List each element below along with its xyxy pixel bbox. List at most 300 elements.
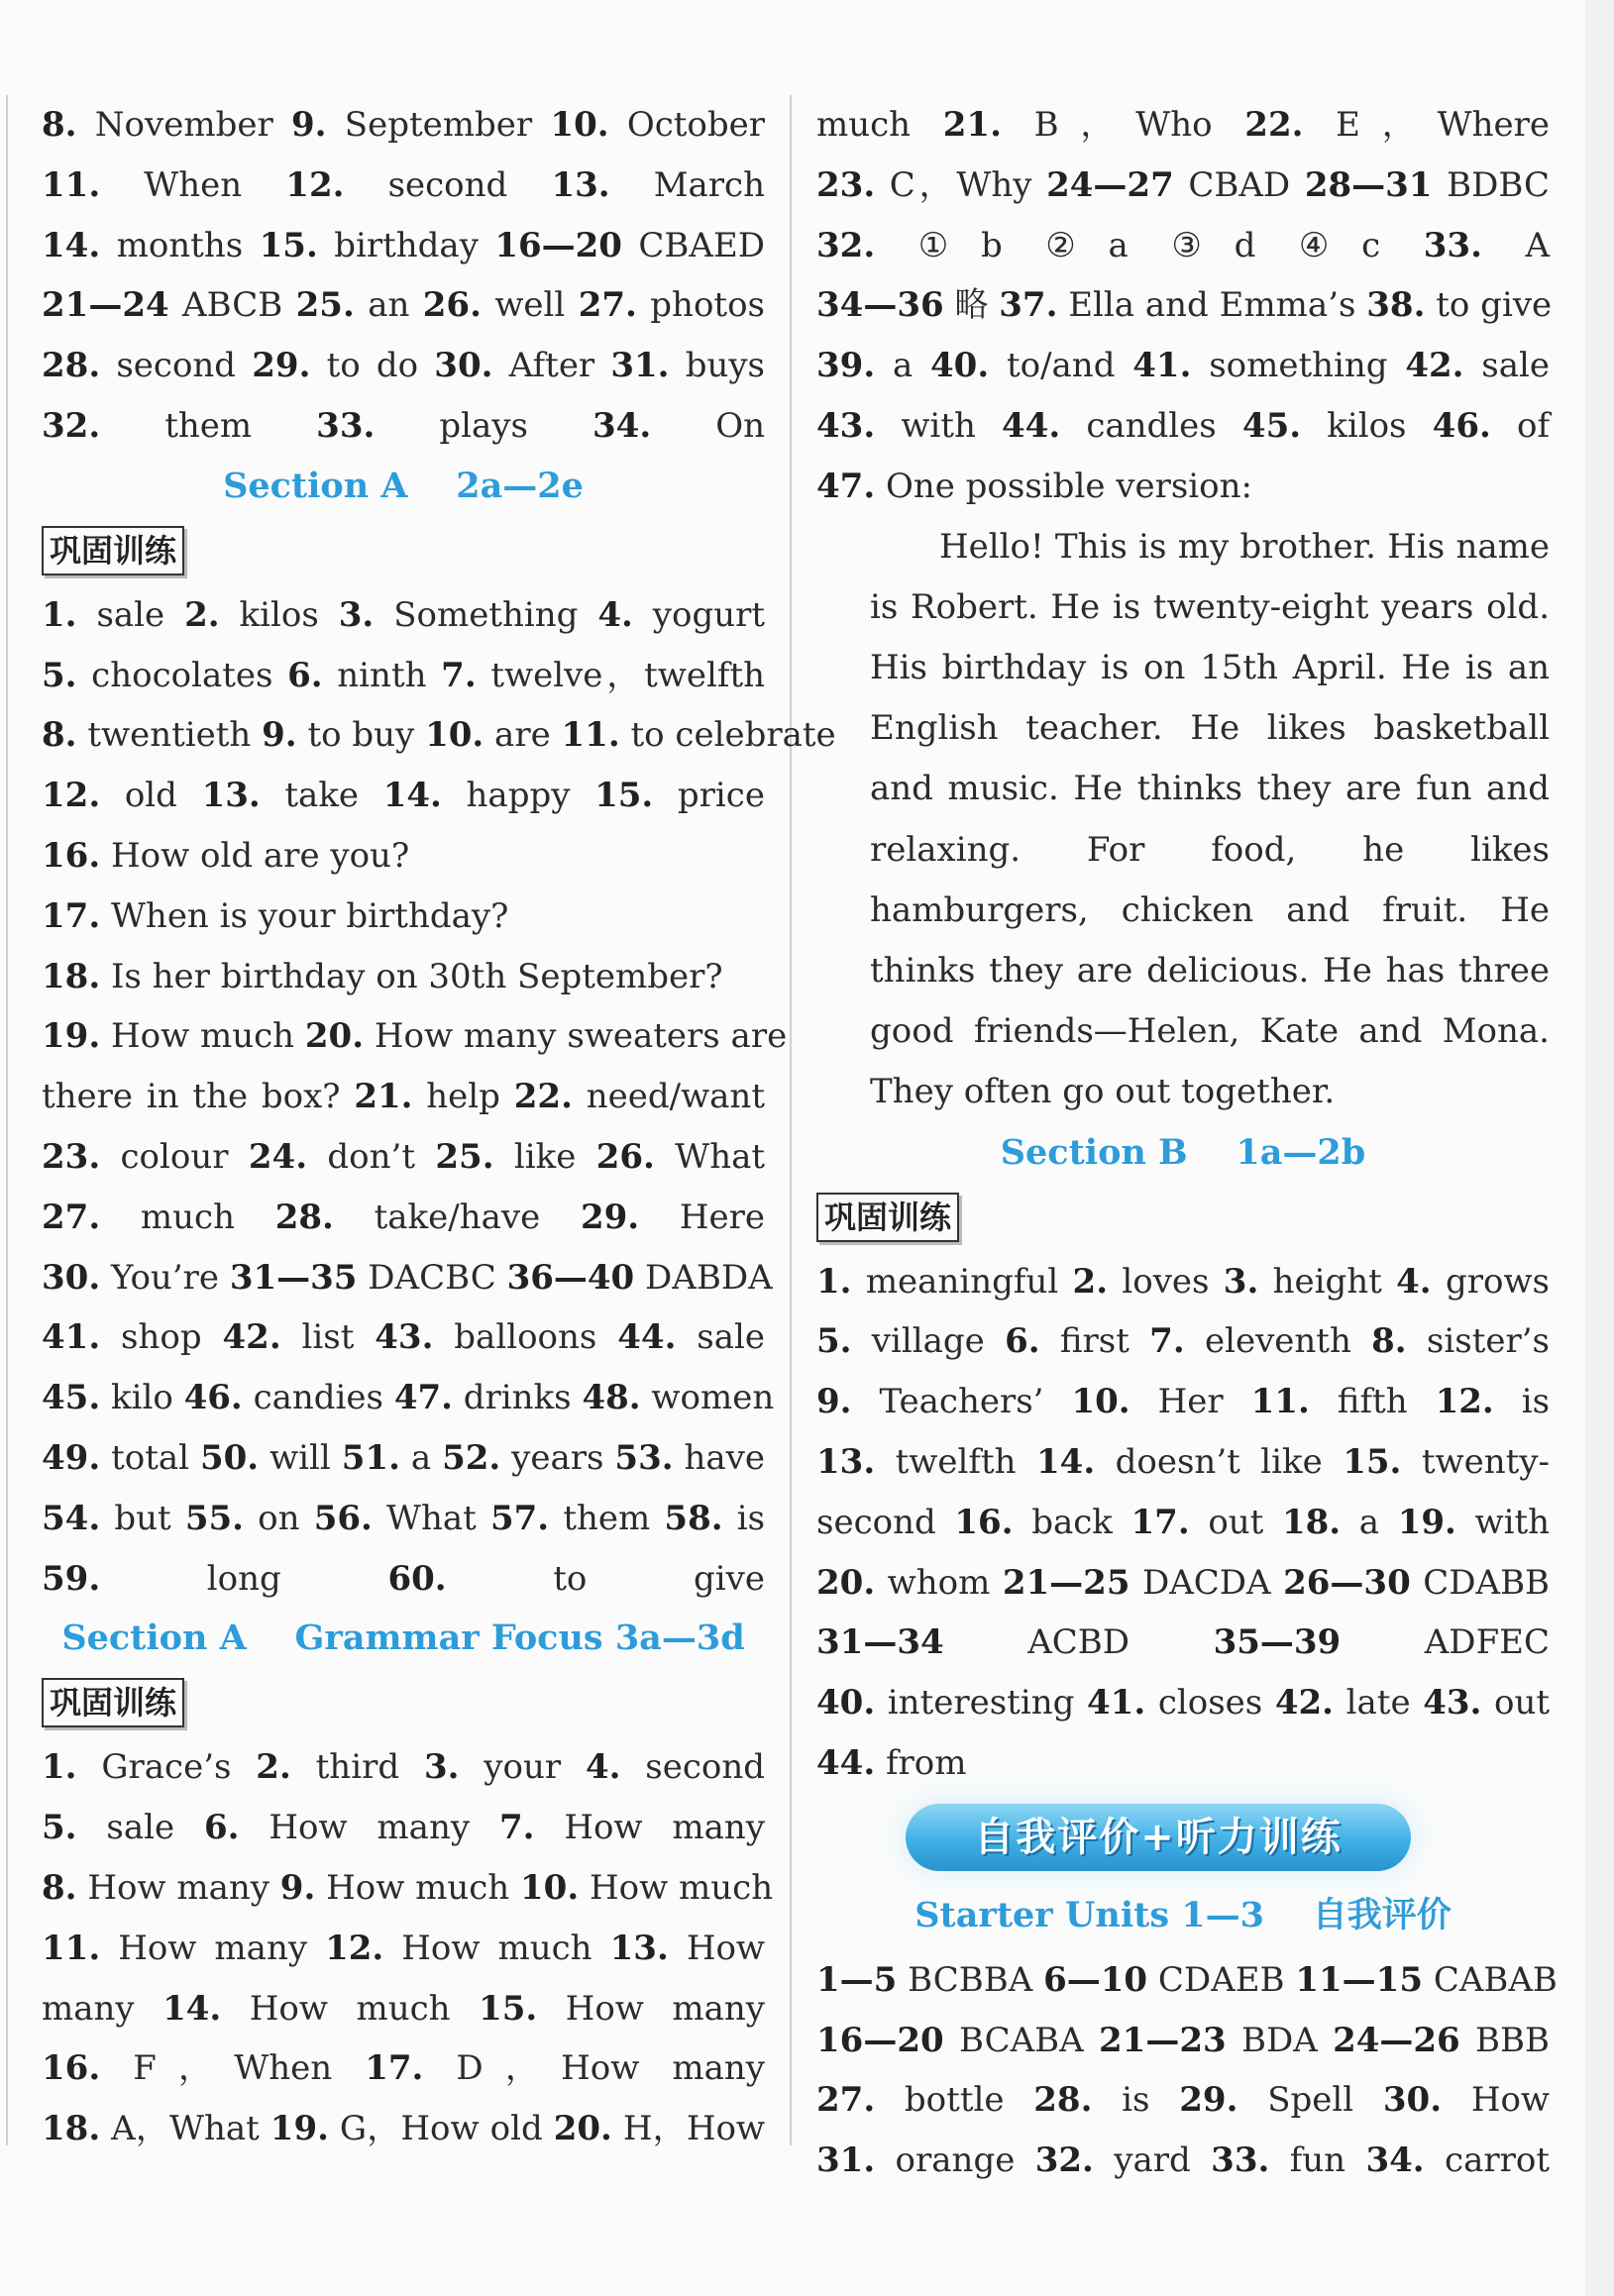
answer-text: to give xyxy=(1436,285,1553,326)
answer-text: How many xyxy=(564,1808,766,1848)
answer-text: list xyxy=(301,1317,355,1358)
answer-number: 11. xyxy=(42,164,101,205)
answer-text: many xyxy=(42,1988,135,2029)
answer-text: women xyxy=(651,1378,775,1418)
answer-text: to give xyxy=(553,1558,765,1599)
answer-text: of xyxy=(1516,405,1551,446)
section-heading-b-1a-2b xyxy=(816,1123,1550,1183)
answer-text: CDAEB xyxy=(1157,1959,1285,2000)
answer-line xyxy=(816,1432,1550,1493)
answer-number: 8. xyxy=(42,1867,77,1908)
answer-number: 16. xyxy=(954,1502,1014,1542)
answer-item xyxy=(1035,2140,1191,2180)
answer-line xyxy=(816,2070,1550,2131)
answer-text: On xyxy=(715,405,765,446)
answer-number: 40. xyxy=(816,1683,876,1723)
answer-text: September xyxy=(344,105,533,145)
answer-text: fun xyxy=(1289,2140,1346,2181)
answer-text: H，How xyxy=(622,2109,766,2149)
answer-item xyxy=(507,1258,773,1298)
answer-text: out xyxy=(1208,1502,1264,1542)
section-label: Section A xyxy=(61,1618,247,1659)
answer-number: 42. xyxy=(1274,1683,1335,1723)
answer-number: 7. xyxy=(1149,1321,1185,1362)
answer-item xyxy=(816,1622,1130,1662)
drill-label: 巩固训练 xyxy=(816,1193,959,1242)
answer-text: sale xyxy=(697,1317,765,1358)
answer-item xyxy=(424,1747,561,1787)
answer-text: ACBD xyxy=(1027,1622,1130,1663)
answer-line xyxy=(42,1549,765,1610)
answer-number: 41. xyxy=(42,1317,101,1358)
answer-number: 9. xyxy=(262,715,297,756)
answer-text: B，Who xyxy=(1033,105,1213,145)
answer-number: 2. xyxy=(256,1747,291,1788)
answer-number: 19. xyxy=(42,1016,101,1057)
answer-number: 9. xyxy=(279,1867,316,1908)
answer-line xyxy=(42,1428,765,1489)
answer-item xyxy=(816,1382,1043,1421)
answer-line xyxy=(816,1252,1550,1312)
answer-item xyxy=(42,285,282,325)
answer-item xyxy=(816,1960,1032,2000)
answer-number: 32. xyxy=(42,405,101,446)
answer-number: 4. xyxy=(597,594,633,635)
answer-number: 31. xyxy=(610,346,670,386)
answer-number: 23. xyxy=(42,1136,101,1177)
answer-line xyxy=(816,1673,1550,1733)
answer-number: 43. xyxy=(375,1317,434,1358)
answer-text: What xyxy=(675,1136,766,1177)
answer-item xyxy=(394,1378,572,1417)
answer-text: a xyxy=(1358,1502,1380,1542)
answer-number: 18. xyxy=(42,2109,101,2149)
answer-text: How many xyxy=(269,1808,471,1848)
answer-line xyxy=(42,1979,765,2039)
answer-text: kilos xyxy=(239,594,319,635)
answer-number: 29. xyxy=(1179,2080,1238,2121)
answer-item xyxy=(816,1683,1074,1722)
answer-item xyxy=(1283,1563,1550,1603)
answer-item xyxy=(1131,1503,1264,1542)
answer-item xyxy=(954,1503,1112,1542)
answer-text: How many xyxy=(118,1928,308,1968)
answer-item xyxy=(260,226,479,265)
answer-line xyxy=(42,1798,765,1858)
answer-text: orange xyxy=(895,2140,1016,2181)
answer-item xyxy=(325,1929,592,1968)
answer-line xyxy=(816,216,1550,276)
answer-text: kilos xyxy=(1327,405,1407,446)
answer-number: 14. xyxy=(162,1988,222,2029)
answer-text: loves xyxy=(1122,1261,1210,1302)
answer-item xyxy=(285,165,507,205)
answer-number: 26. xyxy=(422,285,482,326)
right-lines-top xyxy=(816,95,1553,517)
answer-item xyxy=(816,1442,1017,1482)
answer-text: fifth xyxy=(1337,1382,1408,1422)
answer-item xyxy=(816,1321,985,1361)
answer-text: second xyxy=(645,1747,766,1788)
answer-line xyxy=(42,1858,774,1919)
sample-essay: Hello! This is my brother. His name is Robert. He is twenty-eight years old. His birthday is on 15th April. He is an English teacher. He likes basketball and music. He thinks they are fun and relaxing. For food, he likes hamburgers, chicken and fruit. He thinks they are delicious. He has three good friends—Helen, Kate and Mona. They often go out together. xyxy=(870,526,1550,1112)
answer-number: 28—31 xyxy=(1304,164,1433,205)
answer-number: 32. xyxy=(816,225,876,265)
answer-text: carrot xyxy=(1445,2140,1550,2181)
answer-line xyxy=(816,2011,1550,2071)
answer-number: 31. xyxy=(816,2140,876,2181)
answer-text: interesting xyxy=(887,1683,1075,1723)
answer-text: grows xyxy=(1445,1261,1550,1302)
answer-number: 38. xyxy=(1366,285,1426,326)
answer-text: like xyxy=(513,1136,577,1177)
answer-line xyxy=(42,1127,765,1188)
answer-item xyxy=(1436,1382,1550,1421)
answer-text: closes xyxy=(1157,1683,1263,1723)
answer-line xyxy=(816,336,1550,396)
answer-text: ②a xyxy=(1045,225,1129,265)
answer-item xyxy=(586,1747,765,1787)
answer-number: 43. xyxy=(816,405,876,446)
answer-number: 6—10 xyxy=(1043,1959,1148,2000)
section-heading-starter-units xyxy=(816,1881,1550,1950)
answer-item xyxy=(42,1378,173,1417)
answer-text: ninth xyxy=(337,655,427,695)
answer-text: How many xyxy=(87,1867,269,1908)
answer-number: 42. xyxy=(222,1317,281,1358)
answer-number: 39. xyxy=(816,346,876,386)
answer-item xyxy=(610,346,765,385)
answer-item xyxy=(42,1137,229,1177)
answer-item xyxy=(596,1137,765,1177)
answer-text: C，Why xyxy=(889,164,1032,205)
answer-item xyxy=(1251,1382,1408,1421)
answer-item xyxy=(1242,406,1407,446)
answer-text: March xyxy=(653,164,765,205)
left-margin-rule xyxy=(6,95,8,2145)
answer-number: 9. xyxy=(816,1382,852,1422)
answer-number: 11. xyxy=(1250,1382,1310,1422)
answer-number: 41. xyxy=(1132,346,1192,386)
answer-number: 57. xyxy=(489,1498,550,1538)
answer-text: much xyxy=(140,1197,235,1237)
answer-text: chocolates xyxy=(91,655,273,695)
answer-number: 1. xyxy=(42,594,77,635)
answer-number: 31—35 xyxy=(229,1257,358,1298)
answer-number: 16. xyxy=(42,2048,101,2089)
answer-number: 33. xyxy=(1423,225,1482,265)
answer-text: twelve，twelfth xyxy=(490,655,766,695)
answer-text: Something xyxy=(393,594,579,635)
answer-item xyxy=(1383,2080,1550,2120)
answer-item xyxy=(1398,1503,1550,1542)
answer-item xyxy=(316,406,528,446)
answer-text: BBB xyxy=(1475,2020,1550,2060)
answer-number: 8. xyxy=(1371,1321,1407,1362)
answer-item xyxy=(185,1499,300,1538)
answer-item xyxy=(816,2080,1004,2120)
answer-number: 46. xyxy=(183,1378,243,1418)
answer-number: 30. xyxy=(42,1257,101,1298)
answer-line xyxy=(816,1950,1558,2011)
answer-number: 18. xyxy=(1281,1502,1342,1542)
answer-number: 21. xyxy=(354,1077,413,1117)
answer-text: Is her birthday on 30th September? xyxy=(110,956,723,996)
answer-text: eleventh xyxy=(1204,1321,1351,1362)
answer-item xyxy=(551,165,765,205)
answer-line xyxy=(42,1307,765,1368)
answer-item xyxy=(1214,1622,1550,1662)
answer-text: A xyxy=(1525,225,1551,265)
answer-item xyxy=(1071,1382,1223,1421)
answer-text: F，When xyxy=(133,2048,333,2089)
answer-number: 41. xyxy=(1087,1683,1146,1723)
answer-text: take/have xyxy=(374,1197,541,1237)
answer-text: doesn’t like xyxy=(1115,1442,1323,1482)
answer-item xyxy=(1305,165,1550,205)
answer-number: 58. xyxy=(664,1498,723,1538)
answer-number: 15. xyxy=(594,776,654,816)
answer-number: 9. xyxy=(291,105,327,145)
answer-text: yard xyxy=(1114,2140,1191,2181)
answer-item xyxy=(1036,1442,1323,1482)
answer-text: CABAB xyxy=(1433,1959,1558,2000)
answer-number: 21. xyxy=(942,105,1002,145)
answer-item xyxy=(554,2109,765,2148)
answer-item xyxy=(1002,406,1217,446)
answer-item xyxy=(1295,1960,1558,2000)
answer-number: 8. xyxy=(42,715,77,756)
answer-text: Grace’s xyxy=(101,1747,232,1788)
answer-item xyxy=(280,1868,509,1908)
answer-item xyxy=(1043,1960,1284,2000)
answer-line xyxy=(816,1311,1550,1372)
answer-number: 32. xyxy=(1034,2140,1094,2181)
answer-number: 56. xyxy=(313,1498,373,1538)
answer-number: 22. xyxy=(1244,105,1304,145)
answer-text: whom xyxy=(887,1562,991,1603)
answer-number: 5. xyxy=(42,1808,77,1848)
answer-line xyxy=(816,457,1550,517)
answer-item xyxy=(442,1438,603,1478)
answer-item xyxy=(1149,1321,1351,1361)
answer-number: 59. xyxy=(42,1558,101,1599)
answer-line xyxy=(42,1489,765,1549)
answer-item xyxy=(1244,105,1550,145)
answer-text: Teachers’ xyxy=(879,1382,1044,1422)
answer-line xyxy=(42,1737,765,1798)
answer-item xyxy=(42,105,273,145)
answer-line xyxy=(42,585,765,646)
answer-item xyxy=(42,1559,281,1599)
answer-item xyxy=(42,226,243,265)
answer-number: 21—24 xyxy=(42,285,169,326)
answer-line xyxy=(42,216,765,276)
right-lines-mid xyxy=(816,1252,1550,1794)
answer-item xyxy=(200,1438,331,1478)
answer-item xyxy=(223,1317,355,1357)
answer-text: E，Where xyxy=(1336,105,1550,145)
answer-number: 49. xyxy=(42,1437,101,1478)
answer-text: sale xyxy=(96,594,165,635)
answer-item xyxy=(425,715,551,755)
answer-number: 54. xyxy=(42,1498,101,1538)
answer-line xyxy=(42,766,765,826)
answer-text: 略 xyxy=(954,285,989,326)
drill-heading xyxy=(42,1668,765,1737)
answer-line xyxy=(816,275,1553,336)
answer-text: ADFEC xyxy=(1424,1622,1550,1663)
answer-item xyxy=(42,1989,135,2029)
answer-text: How xyxy=(1470,2080,1551,2121)
answer-item xyxy=(1171,226,1255,265)
answer-text: with xyxy=(901,405,976,446)
section-label: Section A xyxy=(223,465,408,506)
answer-number: 28. xyxy=(274,1197,334,1237)
answer-number: 47. xyxy=(816,466,876,506)
section-label: Section B xyxy=(1000,1131,1188,1173)
answer-item xyxy=(42,1499,171,1538)
answer-text: much xyxy=(816,105,912,145)
answer-number: 15. xyxy=(259,225,318,265)
answer-text: You’re xyxy=(110,1257,220,1298)
answer-number: 13. xyxy=(609,1928,669,1968)
answer-text: BDA xyxy=(1240,2020,1318,2060)
answer-item xyxy=(434,346,594,385)
answer-item xyxy=(291,105,532,145)
answer-item xyxy=(816,1503,936,1542)
answer-number: 17. xyxy=(1130,1502,1190,1542)
answer-text: second xyxy=(816,1502,936,1542)
self-assessment-banner-wrap xyxy=(816,1794,1550,1881)
answer-number: 34. xyxy=(592,405,652,446)
answer-text: happy xyxy=(466,776,571,816)
answer-number: 10. xyxy=(425,715,484,756)
answer-number: 36—40 xyxy=(506,1257,635,1298)
answer-number: 45. xyxy=(1241,405,1302,446)
answer-item xyxy=(42,406,252,446)
answer-text: help xyxy=(426,1077,500,1117)
answer-number: 12. xyxy=(1435,1382,1494,1422)
answer-number: 24. xyxy=(248,1136,308,1177)
answer-number: 5. xyxy=(42,655,77,695)
right-column xyxy=(816,95,1558,2191)
answer-item xyxy=(1045,226,1129,265)
answer-text: balloons xyxy=(454,1317,597,1358)
answer-item xyxy=(1366,285,1552,325)
answer-line xyxy=(42,887,765,947)
answer-item xyxy=(42,2048,332,2088)
answer-item xyxy=(1046,165,1290,205)
answer-number: 31—34 xyxy=(816,1622,944,1663)
answer-item xyxy=(1365,2140,1550,2180)
answer-text: ④c xyxy=(1298,225,1381,265)
answer-item xyxy=(816,1262,1058,1302)
answer-item xyxy=(594,776,765,815)
answer-line xyxy=(42,1248,773,1308)
answer-item xyxy=(816,2021,1084,2060)
answer-text: BDBC xyxy=(1447,164,1550,205)
answer-item xyxy=(275,1198,541,1237)
answer-item xyxy=(1282,1503,1379,1542)
answer-number: 19. xyxy=(1397,1502,1456,1542)
answer-number: 60. xyxy=(387,1558,447,1599)
answer-number: 4. xyxy=(1396,1261,1432,1302)
section-range: 2a—2e xyxy=(456,465,584,506)
answer-item xyxy=(1087,1683,1262,1722)
answer-number: 50. xyxy=(199,1437,260,1478)
answer-number: 12. xyxy=(325,1928,384,1968)
answer-text: second xyxy=(387,164,508,205)
answer-item xyxy=(42,656,272,695)
answer-text: A，What xyxy=(111,2109,260,2149)
answer-line xyxy=(42,1006,788,1067)
answer-item xyxy=(1405,346,1550,385)
answer-line xyxy=(816,1733,1550,1794)
answer-number: 30. xyxy=(1382,2080,1443,2121)
answer-line xyxy=(42,705,836,766)
answer-text: on xyxy=(258,1498,300,1538)
answer-item xyxy=(262,715,414,755)
answer-text: sale xyxy=(106,1808,175,1848)
answer-number: 15. xyxy=(1343,1442,1402,1482)
answer-item xyxy=(490,1499,650,1538)
answer-text: twelfth xyxy=(895,1442,1017,1482)
answer-text: years xyxy=(511,1437,604,1478)
answer-text: When xyxy=(144,164,243,205)
answer-line xyxy=(42,1919,765,1979)
answer-number: 17. xyxy=(42,895,101,936)
answer-item xyxy=(816,1563,990,1603)
left-lines-top xyxy=(42,95,765,457)
answer-item xyxy=(999,285,1355,325)
answer-text: to/and xyxy=(1006,346,1116,386)
answer-text: bottle xyxy=(904,2080,1005,2121)
answer-item xyxy=(296,285,410,325)
answer-item xyxy=(162,1989,450,2029)
answer-item xyxy=(1424,226,1550,265)
answer-text: CBAED xyxy=(638,225,766,265)
answer-number: 26. xyxy=(595,1136,655,1177)
answer-item xyxy=(42,595,164,635)
answer-item xyxy=(816,285,988,325)
answer-number: 10. xyxy=(520,1867,580,1908)
answer-number: 35—39 xyxy=(1213,1622,1342,1663)
answer-number: 20. xyxy=(553,2109,612,2149)
answer-text: village xyxy=(871,1321,985,1362)
answer-number: 18. xyxy=(42,956,101,996)
answer-item xyxy=(499,1808,765,1847)
answer-text: twenty- xyxy=(1421,1442,1550,1482)
answer-number: 16—20 xyxy=(494,225,622,265)
answer-number: 13. xyxy=(551,164,610,205)
answer-item xyxy=(202,776,359,815)
answer-text: ABCB xyxy=(182,285,283,326)
answer-item xyxy=(1211,2140,1345,2180)
answer-item xyxy=(287,656,426,695)
answer-item xyxy=(184,1378,383,1417)
answer-number: 28. xyxy=(42,346,101,386)
answer-item xyxy=(184,595,319,635)
answer-item xyxy=(249,1137,415,1177)
answer-text: When is your birthday? xyxy=(110,895,509,936)
answer-number: 16—20 xyxy=(816,2020,944,2060)
answer-text: take xyxy=(284,776,360,816)
answer-number: 7. xyxy=(441,655,477,695)
section-range: 1a—2b xyxy=(1236,1131,1366,1173)
answer-line xyxy=(816,1372,1550,1432)
answer-item xyxy=(42,1438,189,1478)
